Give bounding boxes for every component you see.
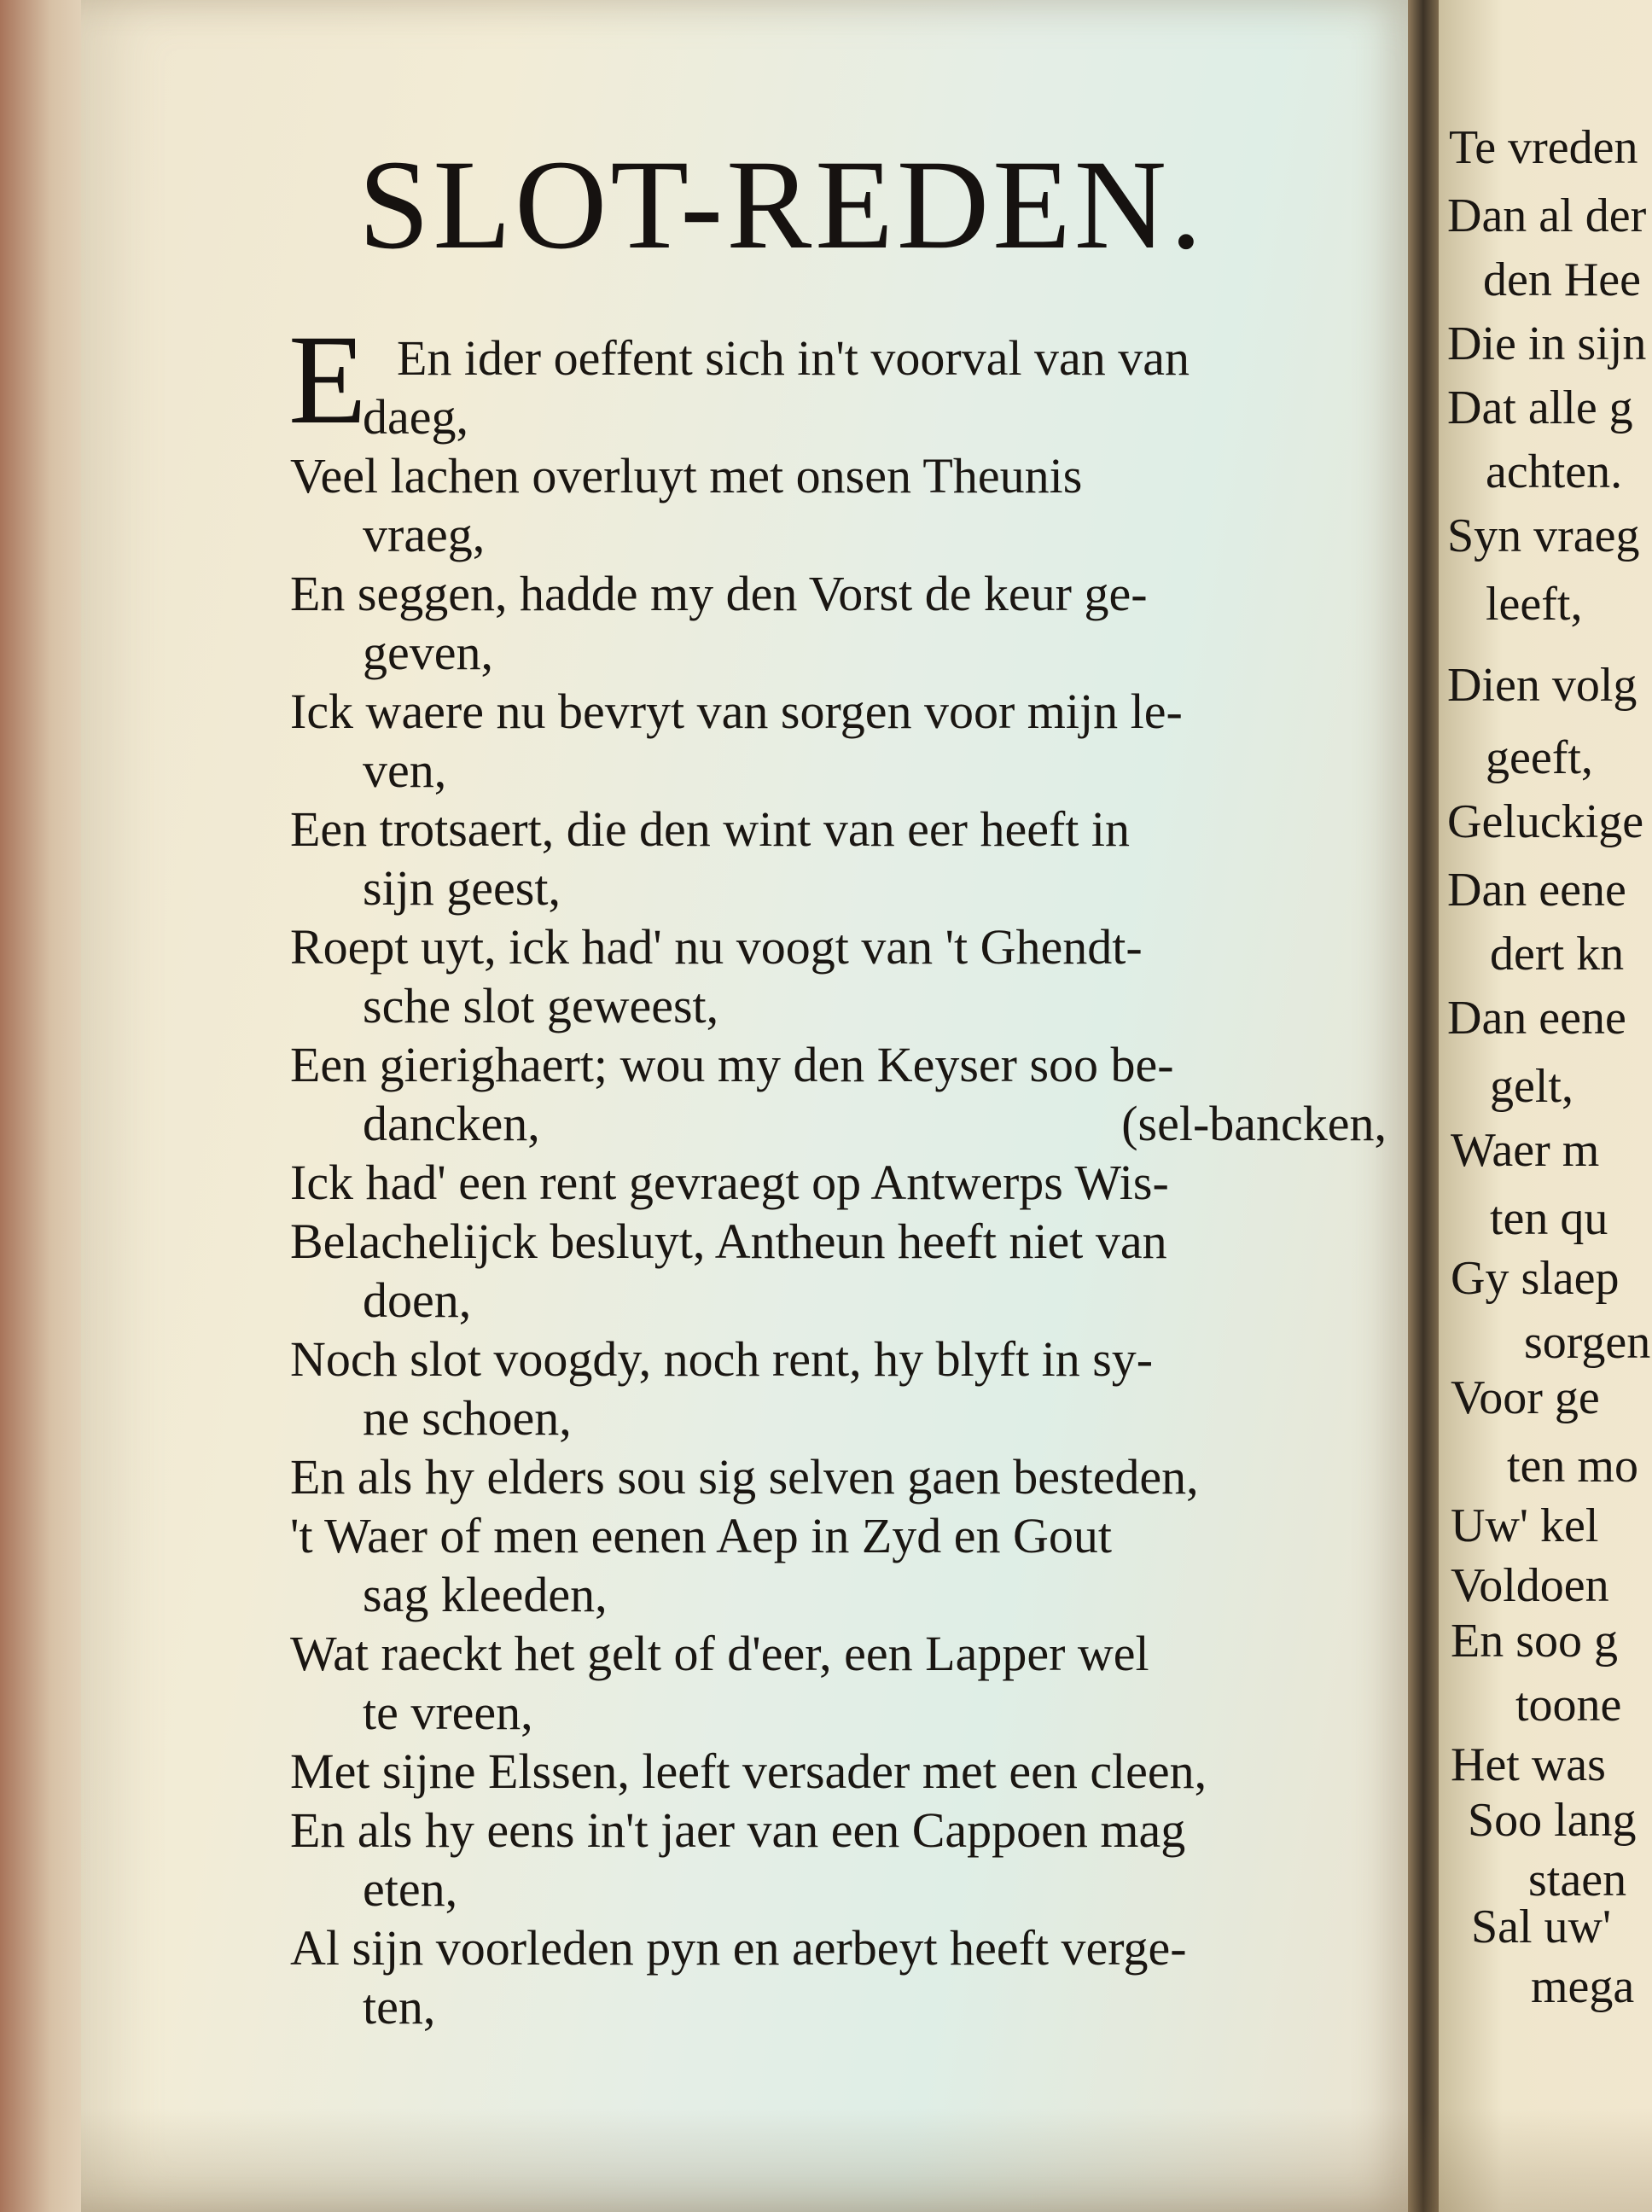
verse-line: Met sijne Elssen, leeft versader met een cleen, <box>290 1743 1207 1799</box>
right-page-line: Gy slaep <box>1451 1252 1620 1305</box>
right-page-line: dert kn <box>1490 928 1625 981</box>
verse-line: eten, <box>363 1861 458 1917</box>
verse-line: Veel lachen overluyt met onsen Theunis <box>290 448 1083 504</box>
verse-line-part: dancken, <box>363 1096 540 1151</box>
verse-line: daeg, <box>363 389 468 445</box>
right-page <box>1439 0 1652 2212</box>
right-page-line: Syn vraeg <box>1447 509 1640 562</box>
right-page-line: sorgen <box>1524 1316 1651 1369</box>
right-page-line: Dat alle g <box>1447 381 1633 434</box>
right-page-line: den Hee <box>1483 253 1642 306</box>
right-page-line: Waer m <box>1451 1124 1600 1177</box>
right-page-line: Voldoen <box>1451 1559 1609 1612</box>
right-page-line: Voor ge <box>1451 1371 1600 1424</box>
right-page-line: Het was <box>1451 1738 1606 1791</box>
verse-text <box>290 329 1391 2036</box>
right-page-line: staen <box>1528 1854 1627 1906</box>
right-page-line: Te vreden <box>1449 121 1638 174</box>
right-page-line: Dien volg <box>1447 659 1637 712</box>
verse-line: 't Waer of men eenen Aep in Zyd en Gout <box>290 1508 1113 1563</box>
verse-line-carryover: (sel-bancken, <box>1121 1096 1387 1151</box>
verse-line: Belachelijck besluyt, Antheun heeft niet van <box>290 1214 1167 1269</box>
page-shadow <box>81 2108 1652 2212</box>
right-page-line: geeft, <box>1486 731 1593 784</box>
verse-line: Ick waere nu bevryt van sorgen voor mijn le- <box>290 684 1183 739</box>
verse-line <box>290 1094 1391 1153</box>
verse-line: sche slot geweest, <box>363 978 719 1033</box>
right-page-line: En soo g <box>1451 1615 1618 1668</box>
right-page-line: Geluckige <box>1447 795 1644 848</box>
verse-line: ne schoen, <box>363 1390 572 1446</box>
verse-line: En als hy elders sou sig selven gaen besteden, <box>290 1449 1199 1505</box>
verse-line: vraeg, <box>363 507 486 562</box>
verse-line: sijn geest, <box>363 860 561 916</box>
drop-cap: E <box>288 309 367 451</box>
verse-line: Wat raeckt het gelt of d'eer, een Lapper wel <box>290 1626 1149 1681</box>
book-gutter <box>1408 0 1439 2212</box>
right-page-line: Die in sijn <box>1447 317 1647 370</box>
right-page-line: gelt, <box>1490 1060 1573 1113</box>
right-page-line: ten mo <box>1507 1440 1638 1493</box>
verse-line: ven, <box>363 742 447 798</box>
right-page-line: ten qu <box>1490 1192 1608 1245</box>
verse-line: Al sijn voorleden pyn en aerbeyt heeft verge- <box>290 1920 1187 1976</box>
verse-line: Ick had' een rent gevraegt op Antwerps Wis- <box>290 1155 1169 1210</box>
verse-line: En als hy eens in't jaer van een Cappoen mag <box>290 1802 1186 1858</box>
page-title: SLOT-REDEN. <box>358 134 1206 276</box>
verse-line: En seggen, hadde my den Vorst de keur ge- <box>290 566 1148 621</box>
right-page-line: Dan al der <box>1447 189 1647 242</box>
verse-line: sag kleeden, <box>363 1567 608 1622</box>
right-page-line: Dan eene <box>1447 992 1626 1045</box>
verse-line: Een gierighaert; wou my den Keyser soo be- <box>290 1037 1174 1092</box>
verse-line: te vreen, <box>363 1685 533 1740</box>
right-page-line: Uw' kel <box>1451 1499 1599 1552</box>
verse-line: Noch slot voogdy, noch rent, hy blyft in sy- <box>290 1331 1154 1387</box>
right-page-line: mega <box>1531 1960 1635 2013</box>
right-page-line: achten. <box>1486 445 1623 498</box>
verse-line: En ider oeffent sich in't voorval van van <box>397 330 1190 386</box>
verse-line: Roept uyt, ick had' nu voogt van 't Ghendt- <box>290 919 1143 975</box>
verse-line: geven, <box>363 625 493 680</box>
right-page-line: leeft, <box>1486 578 1583 631</box>
right-page-line: Dan eene <box>1447 864 1626 917</box>
right-page-line: Soo lang <box>1468 1794 1637 1847</box>
verse-line: doen, <box>363 1272 472 1328</box>
verse-line: Een trotsaert, die den wint van eer heeft in <box>290 801 1130 857</box>
right-page-line: toone <box>1515 1679 1622 1732</box>
right-page-line: Sal uw' <box>1471 1901 1612 1953</box>
verse-line: ten, <box>363 1979 436 2034</box>
